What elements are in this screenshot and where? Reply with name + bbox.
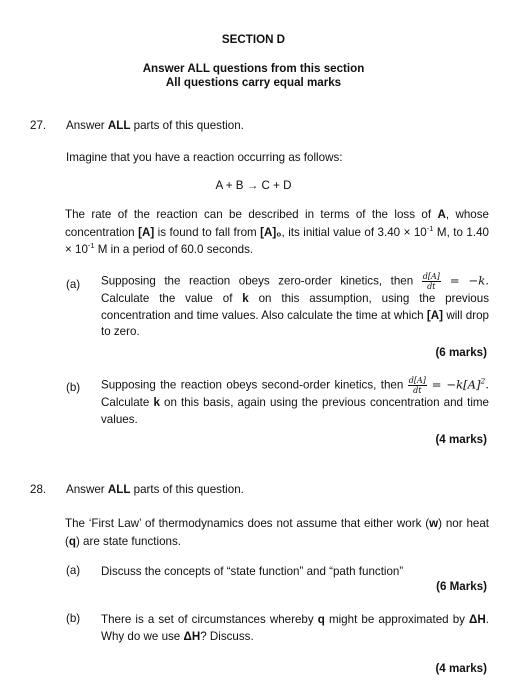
q28-part-b-marks: (4 marks) (435, 662, 487, 675)
reaction-equation: A + B → C + D (215, 179, 292, 192)
q27-part-a-label: (a) (66, 278, 81, 291)
q28-intro: Answer ALL parts of this question. (66, 483, 244, 496)
q27-part-b-marks: (4 marks) (435, 433, 487, 446)
q27-part-b-text: Supposing the reaction obeys second-order kinetics, then $\frac{d[A]}{dt}$ = $-k[A]^2$. Calculate k on this basis, again using the previous concentration and time values. (101, 376, 489, 426)
q27-part-b-label: (b) (66, 381, 81, 394)
q28-first-law-paragraph: The ‘First Law’ of thermodynamics does not assume that either work (w) nor heat (q) are state functions. (65, 517, 490, 548)
derivative-fraction: $\frac{d[A]}{dt}$ (408, 376, 426, 395)
q27-imagine-text: Imagine that you have a reaction occurring as follows: (66, 151, 343, 164)
q28-part-b-label: (b) (66, 612, 81, 625)
q28-part-a-text: Discuss the concepts of “state function” and “path function” (101, 565, 404, 578)
q27-intro: Answer ALL parts of this question. (66, 119, 244, 132)
question-number-28: 28. (30, 483, 47, 496)
q27-rate-paragraph: The rate of the reaction can be described in terms of the loss of A, whose concentration [A] is found to fall from [A]₀, its initial value of $3.40 \times 10^{-1}$ M, to $1.40 \times 10^{-1}$ M in a period of 60.0 seconds. (65, 208, 489, 256)
q28-part-b-text: There is a set of circumstances whereby q might be approximated by ΔH. Why do we use ΔH? Discuss. (101, 613, 489, 643)
question-number-27: 27. (30, 119, 47, 132)
q28-part-a-label: (a) (66, 564, 81, 577)
instruction-equal-marks: All questions carry equal marks (165, 76, 342, 89)
q27-part-a-marks: (6 marks) (435, 346, 487, 359)
derivative-fraction: $\frac{d[A]}{dt}$ (422, 272, 440, 291)
section-title: SECTION D (221, 33, 286, 46)
q28-part-a-marks: (6 Marks) (436, 580, 487, 593)
q27-part-a-text: Supposing the reaction obeys zero-order kinetics, then $\frac{d[A]}{dt}$ = −k. Calculate the value of k on this assumption, using the previous concentration and time values. Also calculate the time at which [A] will drop to zero. (101, 272, 489, 338)
instruction-answer-all: Answer ALL questions from this section (142, 62, 365, 75)
